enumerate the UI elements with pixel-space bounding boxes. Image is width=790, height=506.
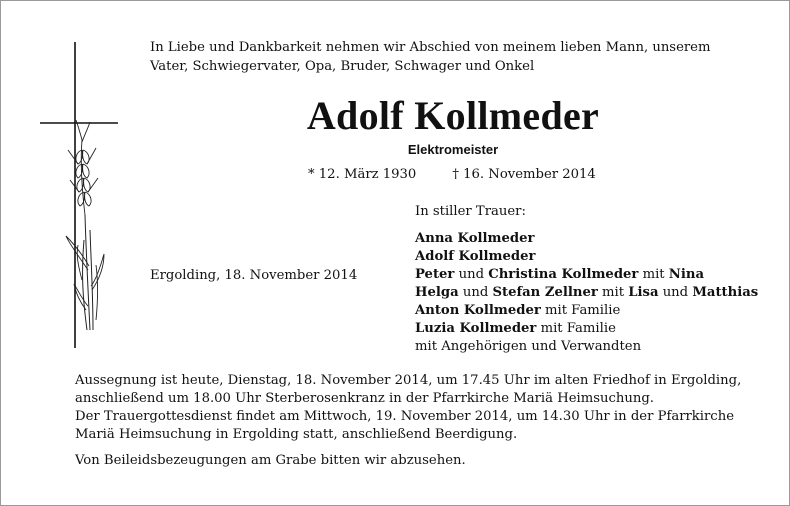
mourner-line: Luzia Kollmeder mit Familie <box>415 321 616 336</box>
announcement-line: Mariä Heimsuchung in Ergolding statt, anschließend Beerdigung. <box>75 427 518 442</box>
announcement-line: anschließend um 18.00 Uhr Sterberosenkranz in der Pfarrkirche Mariä Heimsuchung. <box>75 391 654 406</box>
intro-line-1: In Liebe und Dankbarkeit nehmen wir Abschied von meinem lieben Mann, unserem <box>150 40 711 55</box>
mourner-line: Anna Kollmeder <box>415 231 535 246</box>
cross-with-wheat-icon <box>38 40 118 350</box>
mourner-line: Peter und Christina Kollmeder mit Nina <box>415 267 704 282</box>
mourner-line: Helga und Stefan Zellner mit Lisa und Matthias <box>415 285 759 300</box>
announcement-line: Von Beileidsbezeugungen am Grabe bitten wir abzusehen. <box>75 453 466 468</box>
place-date: Ergolding, 18. November 2014 <box>150 268 358 283</box>
announcement-text <box>75 372 741 470</box>
announcement-line: Aussegnung ist heute, Dienstag, 18. November 2014, um 17.45 Uhr im alten Friedhof in Ergolding, <box>75 373 742 388</box>
mourners-list <box>415 203 758 356</box>
birth-date: * 12. März 1930 <box>308 167 417 182</box>
mourners-lead: In stiller Trauer: <box>415 204 526 219</box>
announcement-line: Der Trauergottesdienst findet am Mittwoch, 19. November 2014, um 14.30 Uhr in der Pfarrkirche <box>75 409 734 424</box>
mourner-line: Adolf Kollmeder <box>415 249 536 264</box>
mourner-line: mit Angehörigen und Verwandten <box>415 339 642 354</box>
intro-text <box>150 38 711 76</box>
death-date: † 16. November 2014 <box>452 167 596 182</box>
intro-line-2: Vater, Schwiegervater, Opa, Bruder, Schwager und Onkel <box>150 59 535 74</box>
life-dates <box>308 167 596 182</box>
deceased-name: Adolf Kollmeder <box>306 93 600 138</box>
deceased-profession: Elektromeister <box>407 142 499 157</box>
mourner-line: Anton Kollmeder mit Familie <box>415 303 621 318</box>
